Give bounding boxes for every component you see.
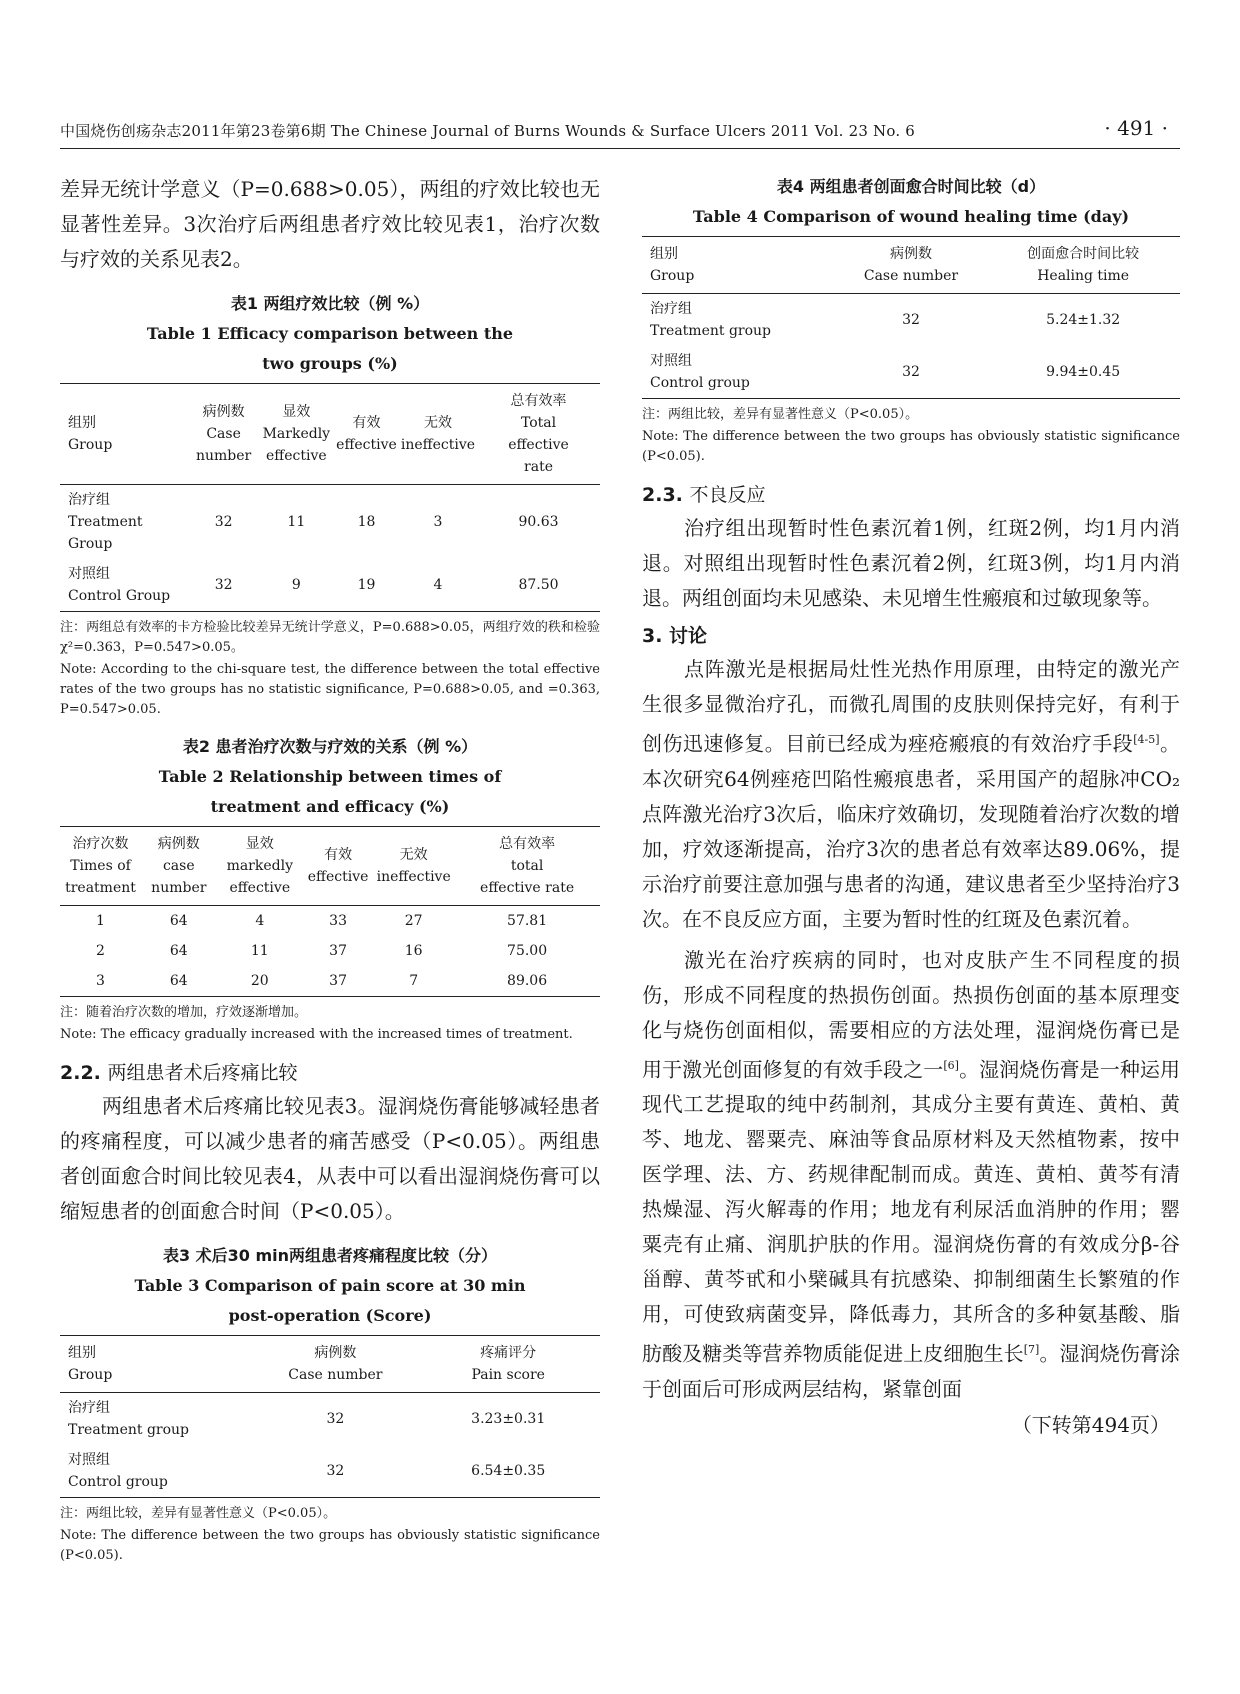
table2-caption-en: Table 2 Relationship between times of xyxy=(158,767,502,786)
table-row: 3 64 20 37 7 89.06 xyxy=(60,966,600,997)
table2-header-cases: 病例数 case number xyxy=(141,827,217,906)
table2-header-effective: 有效 effective xyxy=(303,827,373,906)
table3 xyxy=(60,1335,600,1498)
table3-caption-cn: 表3 术后30 min两组患者疼痛程度比较（分） xyxy=(162,1246,498,1265)
table2-note-cn: 注：随着治疗次数的增加，疗效逐渐增加。 xyxy=(60,1005,308,1020)
table-row: 对照组 Control group 32 9.94±0.45 xyxy=(642,346,1180,399)
table1-header-total: 总有效率 Total effective rate xyxy=(477,384,600,485)
table-row: 治疗组 Treatment Group 32 11 18 3 90.63 xyxy=(68,492,559,552)
left-column xyxy=(60,172,600,1566)
table2-note-en: Note: The efficacy gradually increased with the increased times of treatment. xyxy=(60,1027,573,1042)
table1-caption-en: Table 1 Efficacy comparison between the xyxy=(146,324,514,343)
table2-header-times: 治疗次数 Times of treatment xyxy=(60,827,141,906)
right-column xyxy=(642,172,1180,1438)
table-row: 对照组 Control Group 32 9 19 4 87.50 xyxy=(60,559,600,612)
table2-header-marked: 显效 markedly effective xyxy=(217,827,303,906)
table3-caption-en-2: post-operation (Score) xyxy=(228,1306,432,1325)
table2 xyxy=(60,826,600,997)
paragraph: 点阵激光是根据局灶性光热作用原理，由特定的激光产生很多显微治疗孔，而微孔周围的皮肤则保持完好，有利于创伤迅速修复。目前已经成为痤疮瘢痕的有效治疗手段[4-5]。本次研究64例痤疮凹陷性瘢痕患者，采用国产的超脉冲CO₂点阵激光治疗3次后，临床疗效确切，发现随着治疗次数的增加，疗效逐渐提高，治疗3次的患者总有效率达89.06%，提示治疗前要注意加强与患者的沟通，建议患者至少坚持治疗3次。在不良反应方面，主要为暂时性的红斑及色素沉着。 xyxy=(642,657,1181,931)
table1-caption-en-2: two groups (%) xyxy=(262,354,398,373)
table-row: 2 64 11 37 16 75.00 xyxy=(96,943,548,959)
table3-caption-en: Table 3 Comparison of pain score at 30 min xyxy=(134,1276,526,1295)
table2-caption-en-2: treatment and efficacy (%) xyxy=(210,797,450,816)
table3-header-group: 组别 Group xyxy=(60,1336,254,1393)
table2-header-total: 总有效率 total effective rate xyxy=(454,827,600,906)
table4-caption-cn: 表4 两组患者创面愈合时间比较（d） xyxy=(776,177,1046,196)
section-heading: 2.2. 两组患者术后疼痛比较 xyxy=(60,1062,298,1084)
table1-note-en: Note: According to the chi-square test, the difference between the total effective rates of the two groups has no statistic significance, P=0.688>0.05, and =0.363, P=0.547>0.05. xyxy=(60,662,600,717)
table1-header-marked: 显效 Markedly effective xyxy=(259,384,335,485)
continued-note: （下转第494页） xyxy=(1011,1412,1170,1437)
table-row: 对照组 Control group 32 6.54±0.35 xyxy=(60,1445,600,1498)
paragraph: 治疗组出现暂时性色素沉着1例，红斑2例，均1月内消退。对照组出现暂时性色素沉着2例，红斑3例，均1月内消退。两组创面均未见感染、未见增生性瘢痕和过敏现象等。 xyxy=(642,516,1180,610)
table1-note-cn: 注：两组总有效率的卡方检验比较差异无统计学意义，P=0.688>0.05，两组疗效的秩和检验χ²=0.363，P=0.547>0.05。 xyxy=(60,620,600,655)
table4 xyxy=(642,236,1180,399)
table2-caption-cn: 表2 患者治疗次数与疗效的关系（例 %） xyxy=(182,737,478,756)
page-number: · 491 · xyxy=(1104,116,1168,140)
section-heading-discussion: 3. 讨论 xyxy=(642,625,708,647)
table3-header-cases: 病例数 Case number xyxy=(254,1336,416,1393)
running-header xyxy=(60,118,1180,149)
table3-header-pain: 疼痛评分 Pain score xyxy=(416,1336,600,1393)
table1-header-cases: 病例数 Case number xyxy=(189,384,259,485)
table1-header-effective: 有效 effective xyxy=(334,384,399,485)
table4-caption-en: Table 4 Comparison of wound healing time (day) xyxy=(692,207,1130,226)
table1-caption-cn: 表1 两组疗效比较（例 %） xyxy=(230,294,430,313)
table-row: 治疗组 Treatment group 32 3.23±0.31 xyxy=(68,1400,546,1438)
paragraph: 激光在治疗疾病的同时，也对皮肤产生不同程度的损伤，形成不同程度的热损伤创面。热损伤创面的基本原理变化与烧伤创面相似，需要相应的方法处理，湿润烧伤膏已是用于激光创面修复的有效手段之一[6]。湿润烧伤膏是一种运用现代工艺提取的纯中药制剂，其成分主要有黄连、黄柏、黄芩、地龙、罂粟壳、麻油等食品原材料及天然植物素，按中医学理、法、方、药规律配制而成。黄连、黄柏、黄芩有清热燥湿、泻火解毒的作用；地龙有利尿活血消肿的作用；罂粟壳有止痛、润肌护肤的作用。湿润烧伤膏的有效成分β-谷甾醇、黄芩甙和小檗碱具有抗感染、抑制细菌生长繁殖的作用，可使致病菌变异，降低毒力，其所含的多种氨基酸、脂肪酸及糖类等营养物质能促进上皮细胞生长[7]。湿润烧伤膏涂于创面后可形成两层结构，紧靠创面 xyxy=(642,947,1181,1401)
table-row: 1 64 4 33 27 57.81 xyxy=(96,913,548,929)
table-row: 治疗组 Treatment group 32 5.24±1.32 xyxy=(650,301,1121,339)
journal-header: 中国烧伤创疡杂志2011年第23卷第6期 The Chinese Journal of Burns Wounds & Surface Ulcers 2011 Vol. 23 No. 6 xyxy=(60,122,916,140)
table4-header-cases: 病例数 Case number xyxy=(836,237,987,294)
table3-note-cn: 注：两组比较，差异有显著性意义（P<0.05）。 xyxy=(60,1506,337,1521)
table4-header-healing: 创面愈合时间比较 Healing time xyxy=(986,237,1180,294)
table1-header-group: 组别 Group xyxy=(60,384,189,485)
table2-header-ineffective: 无效 ineffective xyxy=(373,827,454,906)
table1 xyxy=(60,383,600,612)
table4-note-en: Note: The difference between the two groups has obviously statistic significance (P<0.05). xyxy=(642,429,1180,464)
table3-note-en: Note: The difference between the two groups has obviously statistic significance (P<0.05). xyxy=(60,1528,600,1563)
table4-header-group: 组别 Group xyxy=(642,237,836,294)
paragraph: 差异无统计学意义（P=0.688>0.05），两组的疗效比较也无显著性差异。3次治疗后两组患者疗效比较见表1，治疗次数与疗效的关系见表2。 xyxy=(60,177,600,271)
section-heading: 2.3. 不良反应 xyxy=(642,484,766,506)
table1-header-ineffective: 无效 ineffective xyxy=(399,384,477,485)
paragraph: 两组患者术后疼痛比较见表3。湿润烧伤膏能够减轻患者的疼痛程度，可以减少患者的痛苦感受（P<0.05）。两组患者创面愈合时间比较见表4，从表中可以看出湿润烧伤膏可以缩短患者的创面愈合时间（P<0.05）。 xyxy=(60,1094,600,1223)
table4-note-cn: 注：两组比较，差异有显著性意义（P<0.05）。 xyxy=(642,407,919,422)
